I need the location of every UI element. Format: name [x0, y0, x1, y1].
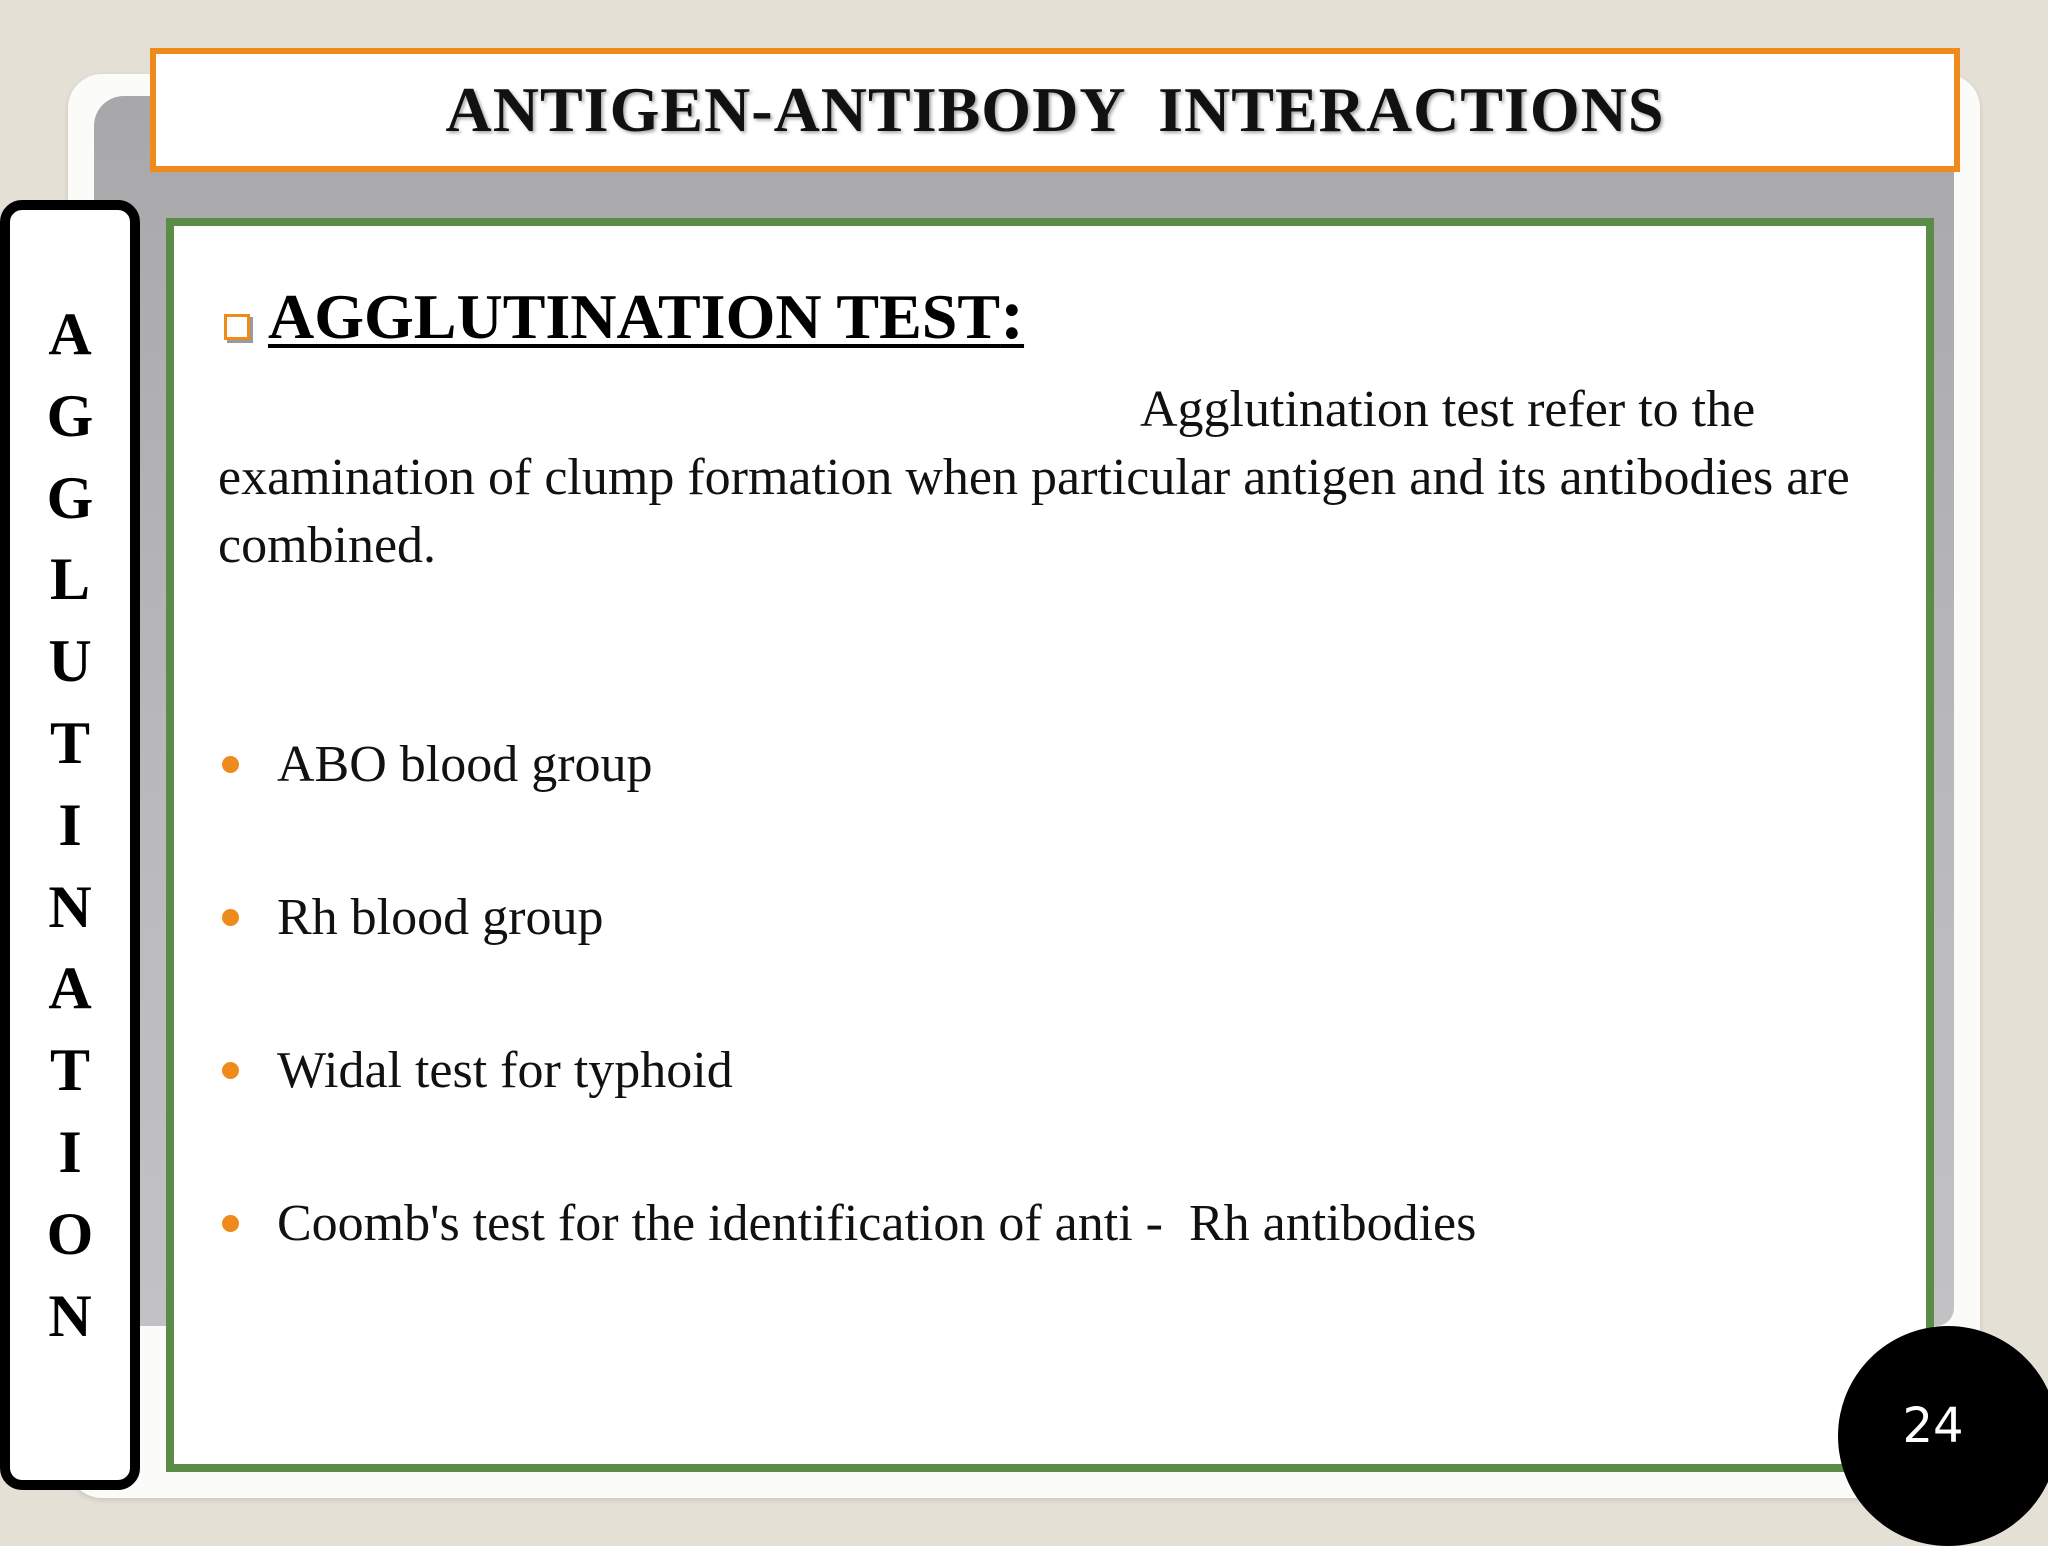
- bullet-text: Coomb's test for the identification of anti - Rh antibodies: [277, 1195, 1477, 1252]
- list-item: [218, 1147, 1476, 1300]
- slide-title: ANTIGEN-ANTIBODY INTERACTIONS: [445, 74, 1665, 145]
- side-letter: T: [49, 1037, 91, 1104]
- section-heading: [224, 274, 1025, 354]
- side-letter: U: [48, 628, 92, 695]
- content-box: [166, 218, 1934, 1472]
- side-letter: N: [48, 873, 92, 940]
- side-letter: G: [46, 382, 94, 449]
- bullet-text: Rh blood group: [277, 889, 604, 946]
- side-letter: A: [48, 301, 92, 367]
- side-letter: G: [46, 464, 94, 531]
- side-letter: T: [49, 709, 91, 776]
- list-item: [218, 688, 1476, 841]
- definition-paragraph: Agglutination test refer to the examination of clump formation when particular antigen and its antibodies are combined.: [218, 381, 1850, 574]
- bullet-text: ABO blood group: [277, 736, 653, 793]
- side-letter: O: [46, 1200, 94, 1267]
- side-letter: I: [58, 1118, 82, 1185]
- side-letter: L: [49, 546, 91, 613]
- list-item: [218, 994, 1476, 1147]
- bullet-dot-icon: [222, 1062, 239, 1079]
- bullet-dot-icon: [222, 1215, 239, 1232]
- bullet-list: [218, 688, 1476, 1300]
- page-number-badge: [1838, 1326, 2048, 1546]
- bullet-dot-icon: [222, 909, 239, 926]
- bullet-dot-icon: [222, 756, 239, 773]
- side-vertical-label: [0, 200, 140, 1490]
- list-item: [218, 841, 1476, 994]
- side-letter: I: [58, 791, 82, 858]
- side-letter: N: [48, 1282, 92, 1349]
- page-number: 24: [1902, 1398, 1964, 1454]
- title-box: [150, 48, 1960, 172]
- bullet-text: Widal test for typhoid: [277, 1042, 733, 1099]
- square-outline-icon: [224, 314, 250, 340]
- side-letter: A: [48, 955, 92, 1022]
- section-heading-text: AGGLUTINATION TEST:: [268, 274, 1025, 354]
